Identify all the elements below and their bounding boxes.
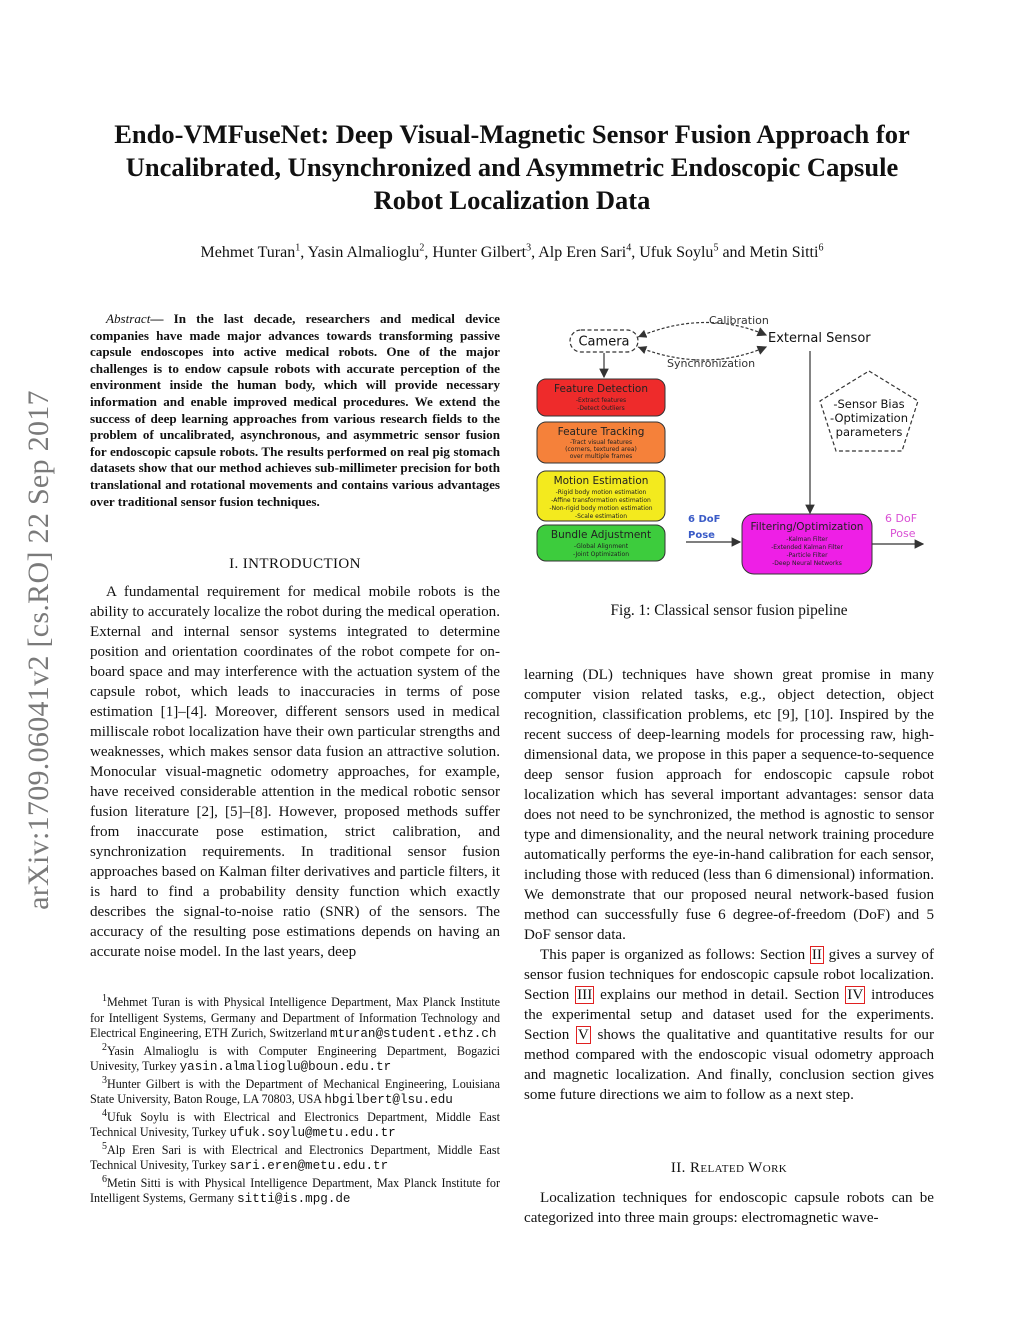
author-mark: 2: [419, 242, 425, 254]
author: Yasin Almalioglu: [307, 244, 420, 261]
synchronization-label: Synchronization: [667, 357, 756, 370]
right-column-text: [524, 665, 934, 1105]
footnote-text: Yasin Almalioglu is with Computer Engineering Department, Bogazici Univesity, Turkey: [90, 1043, 500, 1073]
text-run: gives a survey of sensor fusion techniques for endoscopic capsule robot localization. Section: [524, 947, 935, 1003]
feature-detection-title: Feature Detection: [553, 383, 649, 395]
footnote-text: Alp Eren Sari is with Electrical and Electronics Department, Middle East Technical Univesity, Turkey: [90, 1142, 500, 1172]
author-mark: 4: [626, 242, 632, 254]
box-detail: -Detect Outliers: [577, 405, 625, 412]
footnote: [90, 1074, 500, 1109]
footnote-mark: 3: [102, 1074, 107, 1086]
section-heading-introduction: I. INTRODUCTION: [229, 556, 361, 572]
feature-tracking-title: Feature Tracking: [557, 426, 645, 438]
footnote-mark: 5: [102, 1140, 107, 1152]
separator: ,: [424, 244, 433, 261]
camera-label: Camera: [578, 334, 630, 350]
separator: and: [718, 244, 750, 261]
box-detail: (corners, textured area): [565, 446, 637, 453]
filtering-title: Filtering/Optimization: [750, 521, 864, 533]
author-mark: 1: [295, 242, 301, 254]
footnote: [90, 1140, 500, 1175]
footnote-text: Metin Sitti is with Physical Intelligence Department, Max Planck Institute for Intelligent Systems, Germany: [90, 1175, 500, 1205]
footnote-text: Mehmet Turan is with Physical Intelligence Department, Max Planck Institute for Intelligent Systems, Germany and Department of Information Technology and Electrical Engineering, ETH Zurich, Switzerland: [90, 995, 500, 1040]
text-run: explains our method in detail. Section: [594, 987, 846, 1003]
paper-title: [100, 118, 924, 217]
author: Hunter Gilbert: [432, 244, 527, 261]
abstract-label: Abstract: [106, 311, 151, 326]
author-mark: 3: [526, 242, 532, 254]
footnote: [90, 1041, 500, 1076]
dof-input-label: 6 DoF: [688, 514, 721, 525]
paragraph: Localization techniques for endoscopic capsule robots can be categorized into three main groups: electromagnetic wave-: [524, 1190, 934, 1226]
footnote-mark: 1: [102, 992, 107, 1004]
arxiv-stamp: arXiv:1709.06041v2 [cs.RO] 22 Sep 2017: [22, 389, 55, 910]
box-detail: -Rigid body motion estimation: [555, 489, 647, 496]
pentagon-text: -Optimization: [829, 411, 909, 425]
section-ref-link[interactable]: IV: [847, 987, 864, 1003]
sensor-fusion-pipeline-figure: [530, 311, 930, 585]
dof-output-label: Pose: [890, 527, 916, 540]
calibration-label: Calibration: [709, 314, 769, 327]
text-run: shows the qualitative and quantitative results for our method compared with the endoscopic visual odometry approach and magnetic localization. And finally, conclusion section gives some future directions we aim to follow as a next step.: [524, 1027, 934, 1103]
box-detail: -Global Alignment: [573, 543, 629, 550]
email: yasin.almalioglu@boun.edu.tr: [179, 1060, 392, 1074]
box-detail: -Scale estimation: [574, 513, 628, 520]
bundle-adjustment-title: Bundle Adjustment: [550, 529, 652, 541]
external-sensor-label: External Sensor: [768, 331, 871, 346]
abstract: [90, 311, 500, 510]
footnote: [90, 1107, 500, 1142]
figure-caption: Fig. 1: Classical sensor fusion pipeline: [610, 602, 848, 619]
title-line: Uncalibrated, Unsynchronized and Asymmetric Endoscopic Capsule: [125, 152, 899, 182]
box-detail: over multiple frames: [569, 453, 633, 460]
author: Mehmet Turan: [200, 244, 296, 261]
pentagon-text: parameters: [835, 425, 903, 439]
paragraph: A fundamental requirement for medical mobile robots is the ability to accurately localize the robot during the medical operation. External and internal sensor systems integrated to determine position and orientation coordinates of the robot compete for on-board space and may interference with the actuation system of the capsule robot, which leads to inaccuracies in terms of pose estimation [1]–[4]. Moreover, different sensors used in medical milliscale robot localization have their own particular strengths and weaknesses, which makes sensor data fusion an attractive solution. Monocular visual-magnetic odometry approaches, for example, have received considerable attention in the medical robotic sensor fusion literature [2], [5]–[8]. However, proposed methods suffer from inaccurate pose estimation, strict calibration, and synchronization requirements. In traditional sensor fusion approaches based on Kalman filter derivatives and particle filters, it is hard to find a probability density function which exactly describes the signal-to-noise ratio (SNR) of the sensors. The accuracy of the resulting pose estimations depends on having an accurate noise model. In the last years, deep: [90, 584, 500, 960]
box-detail: -Affine transformation estimation: [551, 497, 651, 504]
section-ref-link[interactable]: II: [811, 947, 822, 963]
section-heading-related-work: [524, 1160, 934, 1177]
email: mturan@student.ethz.ch: [330, 1027, 497, 1041]
text-run: This paper is organized as follows: Section: [540, 947, 810, 963]
box-detail: -Extended Kalman Filter: [771, 544, 843, 551]
email: ufuk.soylu@metu.edu.tr: [229, 1126, 396, 1140]
author: Metin Sitti: [749, 244, 819, 261]
footnote-text: Ufuk Soylu is with Electrical and Electronics Department, Middle East Technical Univesity, Turkey: [90, 1109, 500, 1139]
title-line: Endo-VMFuseNet: Deep Visual-Magnetic Sensor Fusion Approach for: [114, 119, 910, 149]
footnote-mark: 2: [102, 1041, 107, 1053]
section-title: Related Work: [689, 1160, 788, 1176]
box-detail: -Tract visual features: [569, 439, 633, 446]
box-detail: -Joint Optimization: [572, 551, 630, 558]
footnote: [90, 1173, 500, 1208]
footnote-mark: 6: [102, 1173, 107, 1185]
section-ref-link[interactable]: V: [577, 1027, 589, 1043]
intro-paragraph: [90, 582, 500, 962]
box-detail: -Extract features: [575, 397, 627, 404]
related-work-text: [524, 1188, 934, 1228]
section-number: II.: [670, 1160, 690, 1176]
dof-input-label: Pose: [688, 530, 715, 541]
box-detail: -Particle Filter: [786, 552, 828, 559]
author: Alp Eren Sari: [538, 244, 627, 261]
abstract-dash: —: [150, 311, 174, 326]
author-mark: 5: [713, 242, 719, 254]
footnote: [90, 992, 500, 1043]
separator: ,: [300, 244, 308, 261]
box-detail: -Kalman Filter: [786, 536, 828, 543]
pentagon-text: -Sensor Bias: [833, 397, 905, 411]
email: sitti@is.mpg.de: [237, 1192, 351, 1206]
author: Ufuk Soylu: [639, 244, 714, 261]
author-mark: 6: [818, 242, 824, 254]
box-detail: -Non-rigid body motion estimation: [549, 505, 653, 512]
paragraph-organization: [524, 945, 934, 1105]
paragraph: learning (DL) techniques have shown great promise in many computer vision related tasks, e.g., object detection, object recognition, classification problems, etc [9], [10]. Inspired by the recent success of deep-learning models for processing raw, high-dimensional data, we propose in this paper a sequence-to-sequence deep sensor fusion approach for endoscopic capsule robot localization which has several important advantages: sensor data does not need to be synchronized, the method is agnostic to sensor type and dimensionality, and the neural network training procedure automatically performs the eye-in-hand calibration for each sensor, including those with reduced (less than 6 dimensional) information. We demonstrate that our proposed neural network-based fusion method can successfully fuse 6 degree-of-freedom (DoF) and 5 DoF sensor data.: [524, 667, 934, 943]
dof-output-label: 6 DoF: [885, 512, 918, 525]
email: sari.eren@metu.edu.tr: [229, 1159, 389, 1173]
title-line: Robot Localization Data: [373, 185, 651, 215]
footnote-text: Hunter Gilbert is with the Department of Mechanical Engineering, Louisiana State University, Baton Rouge, LA 70803, USA: [90, 1076, 500, 1106]
section-ref-link[interactable]: III: [577, 987, 593, 1003]
box-detail: -Deep Neural Networks: [772, 560, 842, 567]
author-list: [100, 244, 924, 262]
footnotes: [90, 992, 500, 1209]
footnote-mark: 4: [102, 1107, 107, 1119]
email: hbgilbert@lsu.edu: [324, 1093, 453, 1107]
separator: ,: [631, 244, 640, 261]
motion-estimation-title: Motion Estimation: [553, 475, 649, 487]
text-run: introduces the experimental setup and dataset used for the experiments. Section: [524, 987, 934, 1043]
separator: ,: [531, 244, 539, 261]
abstract-text: In the last decade, researchers and medical device companies have made major advances towards transforming passive capsule endoscopes into active medical robots. One of the major challenges is to endow capsule robots with accurate perception of the environment inside the human body, which will provide necessary information and enable improved medical procedures. We extend the success of deep learning approaches from various research fields to the problem of uncalibrated, asynchronous, and asymmetric sensor fusion for endoscopic capsule robots. The results performed on real pig stomach datasets show that our method achieves sub-millimeter precision for both translational and rotational movements and contains various advantages over traditional sensor fusion techniques.: [90, 311, 500, 509]
